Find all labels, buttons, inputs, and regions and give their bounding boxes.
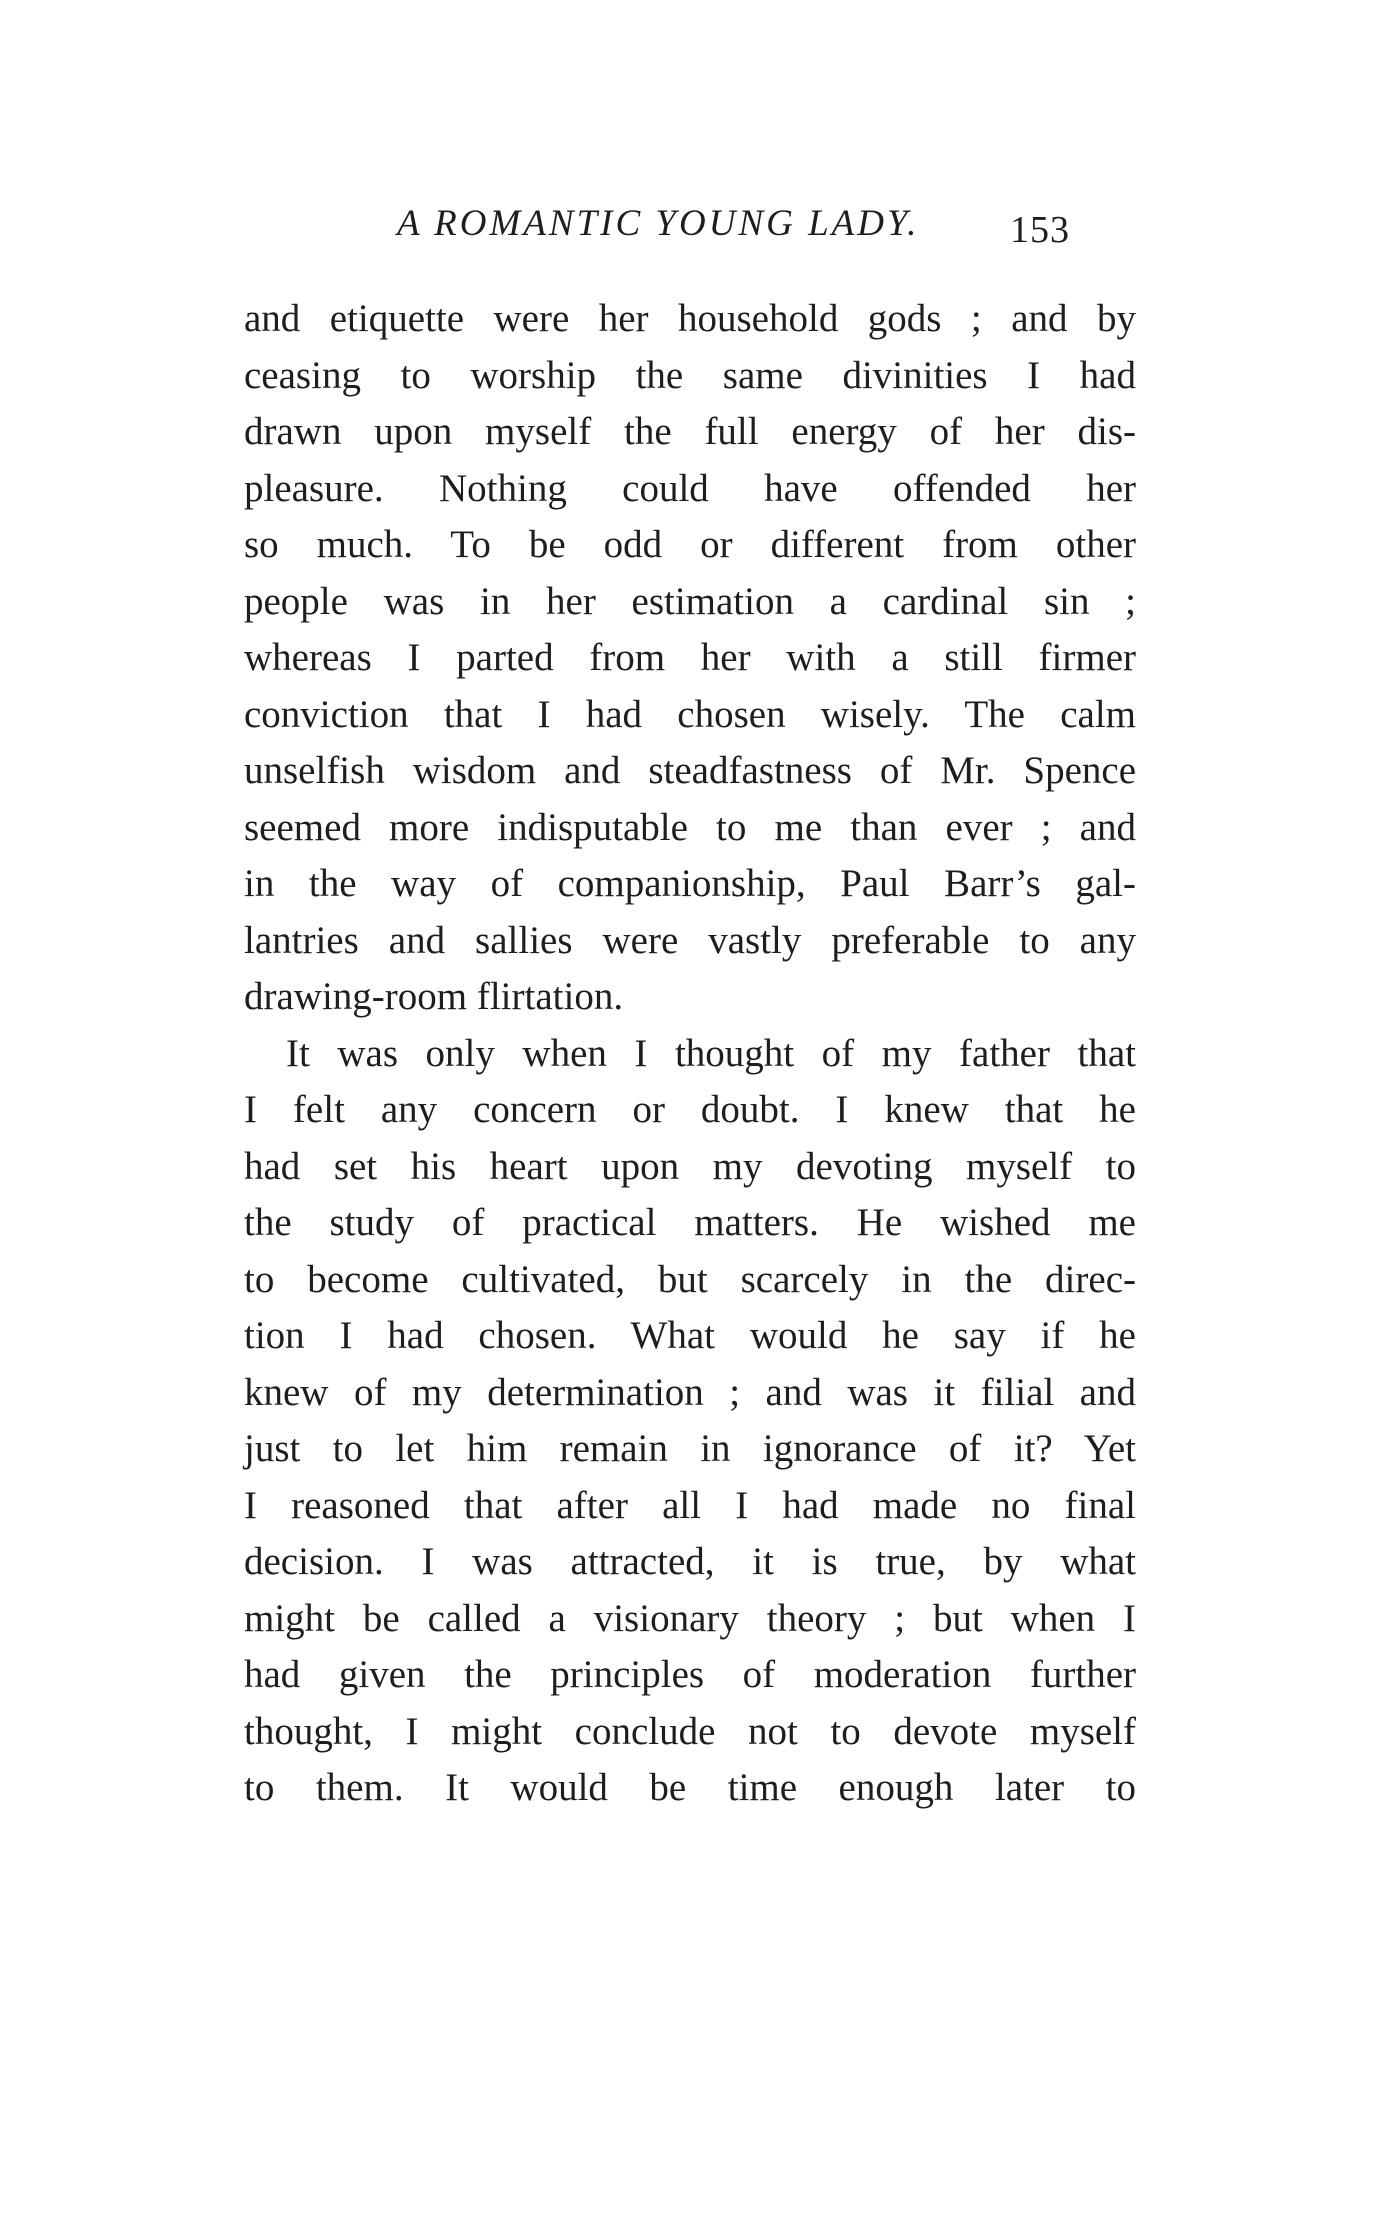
text-line: I felt any concern or doubt. I knew that he [244, 1088, 1136, 1131]
text-line: I reasoned that after all I had made no final [244, 1483, 1136, 1527]
text-line: knew of my determination ; and was it filial and [244, 1370, 1136, 1414]
text-line: drawn upon myself the full energy of her dis- [244, 410, 1136, 453]
text-line: thought, I might conclude not to devote myself [244, 1709, 1136, 1753]
text-line: had set his heart upon my devoting myself to [244, 1144, 1136, 1188]
text-line: so much. To be odd or different from other [244, 523, 1136, 566]
text-line: might be called a visionary theory ; but when I [244, 1596, 1136, 1640]
text-line: conviction that I had chosen wisely. The calm [244, 692, 1136, 736]
text-line: had given the principles of moderation further [244, 1653, 1136, 1696]
paragraph-2 [244, 1026, 1136, 1817]
text-line: the study of practical matters. He wished me [244, 1201, 1136, 1244]
text-line: people was in her estimation a cardinal sin ; [244, 579, 1136, 623]
text-line: ceasing to worship the same divinities I had [244, 353, 1136, 397]
text-line: decision. I was attracted, it is true, by what [244, 1540, 1136, 1583]
text-line: just to let him remain in ignorance of it? Yet [244, 1427, 1136, 1470]
text-line: pleasure. Nothing could have offended her [244, 466, 1136, 510]
paragraph-1 [244, 291, 1136, 1026]
text-line: and etiquette were her household gods ; and by [244, 297, 1136, 340]
text-line: lantries and sallies were vastly preferable to any [244, 918, 1136, 962]
body-text [244, 291, 1136, 1817]
text-line: unselfish wisdom and steadfastness of Mr. Spence [244, 749, 1136, 792]
running-head [244, 200, 1144, 260]
running-title: A ROMANTIC YOUNG LADY. [397, 203, 920, 244]
text-line: to become cultivated, but scarcely in the direc- [244, 1257, 1136, 1301]
text-line: whereas I parted from her with a still firmer [244, 636, 1136, 679]
text-line: in the way of companionship, Paul Barr’s gal- [244, 862, 1136, 905]
text-line: to them. It would be time enough later to [244, 1766, 1136, 1809]
text-line: It was only when I thought of my father that [286, 1031, 1136, 1075]
text-line: tion I had chosen. What would he say if he [244, 1314, 1136, 1357]
page-number: 153 [1010, 209, 1070, 251]
text-line: drawing-room flirtation. [244, 975, 624, 1018]
text-line: seemed more indisputable to me than ever ; and [244, 805, 1136, 849]
